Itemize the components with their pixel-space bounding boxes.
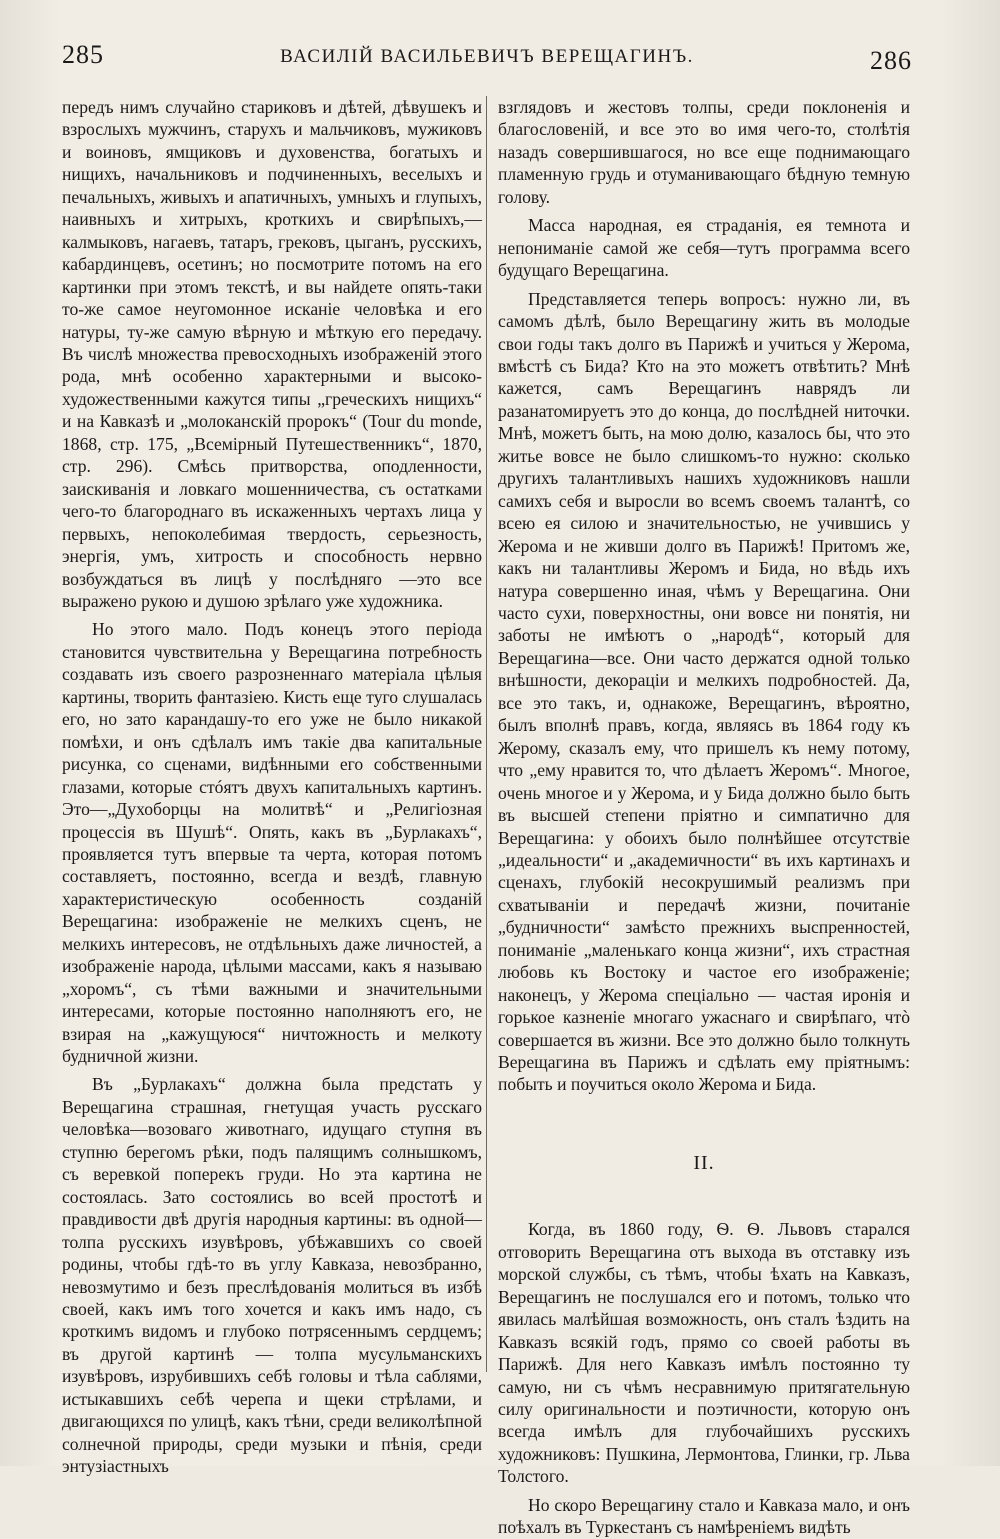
- paragraph: взглядовъ и жестовъ толпы, среди поклоненія и благословеній, и все это во имя чего-то, столѣтія назадъ совершившагося, но все еще поднимающаго пламенную грудь и отуманивающаго бѣдную темную голову.: [498, 97, 910, 207]
- left-page-number: 285: [62, 40, 104, 69]
- paragraph: Когда, въ 1860 году, Ѳ. Ѳ. Львовъ старался отговорить Верещагина отъ выхода въ отставку изъ морской службы, съ тѣмъ, чтобы ѣхать на Кавказъ, Верещагинъ не послушался его и потомъ, только что явилась малѣйшая возможность, онъ сталъ ѣздить на Кавказъ всякій годъ, прямо со своей работы въ Парижѣ. Для него Кавказъ имѣлъ постоянно ту самую, ни съ чѣмъ несравнимую притягательную силу оригинальности и поэтичности, которую онъ всегда имѣлъ для глубочайшихъ русскихъ художниковъ: Пушкина, Лермонтова, Глинки, гр. Льва Толстого.: [498, 1219, 910, 1487]
- column-divider: [486, 96, 487, 1372]
- section-heading: II.: [693, 1151, 715, 1174]
- paragraph: передъ нимъ случайно стариковъ и дѣтей, дѣвушекъ и взрослыхъ мужчинъ, старухъ и мальчиковъ, мужиковъ и воиновъ, ямщиковъ и духовенства, богатыхъ и нищихъ, начальниковъ и подчиненныхъ, веселыхъ и печальныхъ, живыхъ и апатичныхъ, умныхъ и глупыхъ, наивныхъ и хитрыхъ, кроткихъ и свирѣпыхъ,— калмыковъ, нагаевъ, татаръ, грековъ, цыганъ, русскихъ, кабардинцевъ, осетинъ; но посмотрите потомъ на его картинки при этомъ текстѣ, и вы найдете опять-таки то-же самое неугомонное исканіе человѣка и его натуры, ту-же самую вѣрную и мѣткую его передачу. Въ числѣ множества превосходныхъ изображеній этого рода, мнѣ особенно характерными и высоко-художественными кажутся типы „греческихъ нищихъ“ и на Кавказѣ и „молоканскій пророкъ“ (Tour du monde, 1868, стр. 175, „Всемірный Путешественникъ“, 1870, стр. 296). Смѣсь притворства, оподленности, заискиванія и ловкаго мошенничества, съ остатками чего-то благороднаго въ искаженныхъ чертахъ лица у первыхъ, непоколебимая твердость, серьезность, энергія, умъ, хитрость и способность нервно возбуждаться въ лицѣ у послѣдняго —это все выражено рукою и душою зрѣлаго уже художника.: [62, 97, 482, 611]
- paragraph: Масса народная, ея страданія, ея темнота и непониманіе самой же себя—тутъ программа всего будущаго Верещагина.: [498, 215, 910, 281]
- paragraph: Но скоро Верещагину стало и Кавказа мало, и онъ поѣхалъ въ Туркестанъ съ намѣреніемъ видѣть: [498, 1494, 910, 1538]
- page-header: [62, 36, 912, 76]
- running-title: ВАСИЛІЙ ВАСИЛЬЕВИЧЪ ВЕРЕЩАГИНЪ.: [280, 46, 694, 67]
- paragraph: Представляется теперь вопросъ: нужно ли, въ самомъ дѣлѣ, было Верещагину жить въ молодые свои годы такъ долго въ Парижѣ и учиться у Жерома, вмѣстѣ съ Бида? Кто на это можетъ отвѣтить? Мнѣ кажется, самъ Верещагинъ наврядъ ли разанатомируетъ это до конца, до послѣдней ниточки. Мнѣ, можетъ быть, на мою долю, казалось бы, что это житье вовсе не было слишкомъ-то нужно: сколько другихъ талантливыхъ нашихъ художниковъ нашли самихъ себя и выросли во всемъ своемъ талантѣ, со всею ея силою и значительностью, не учившись у Жерома и не живши долго въ Парижѣ! Притомъ же, какъ ни талантливы Жеромъ и Бида, но вѣдь ихъ натура совершенно иная, чѣмъ у Верещагина. Они часто сухи, поверхностны, они вовсе ни понятія, ни заботы не имѣютъ о „народѣ“, который для Верещагина—все. Они часто держатся одной только внѣшности, декораціи и мелкихъ подробностей. Да, все это такъ, и, однакоже, Верещагинъ, вѣроятно, былъ вполнѣ правъ, когда, являясь въ 1864 году къ Жерому, сказалъ ему, что пришелъ къ нему потому, что „ему нравится то, что дѣлаетъ Жеромъ“. Многое, очень многое и у Жерома, и у Бида должно было быть въ высшей степени пріятно и симпатично для Верещагина: у обоихъ было полнѣйшее отсутствіе „идеальности“ и „академичности“ въ ихъ картинахъ и сценахъ, глубокій несокрушимый реализмъ при схватываніи и передачѣ жизни, почитаніе „будничности“ замѣсто прежнихъ выспренностей, пониманіе „маленькаго конца жизни“, ихъ страстная любовь къ Востоку и частое его изображеніе; наконецъ, у Жерома спеціально — частая иронія и горькое казненіе многаго ужаснаго и свирѣпаго, чтò совершается въ жизни. Все это должно было толкнуть Верещагина въ Парижъ и сдѣлать ему пріятнымъ: побыть и поучиться около Жерома и Бида.: [498, 288, 910, 1095]
- paragraph: Но этого мало. Подъ конецъ этого періода становится чувствительна у Верещагина потребность создавать изъ своего разрозненнаго матеріала цѣлыя картины, творить фантазіею. Кисть еще туго слушалась его, но зато карандашу-то его уже не было никакой помѣхи, и онъ сдѣлалъ имъ такіе два капитальные рисунка, со сценами, видѣнными его собственными глазами, которые стóятъ двухъ капитальныхъ картинъ. Это—„Духоборцы на молитвѣ“ и „Религіозная процессія въ Шушѣ“. Опять, какъ въ „Бурлакахъ“, проявляется тутъ впервые та черта, которая потомъ составляетъ, постоянно, всегда и вездѣ, главную характеристическую особенность созданій Верещагина: изображеніе не мелкихъ сценъ, не мелкихъ интересовъ, не отдѣльныхъ даже личностей, а изображеніе народа, цѣлыми массами, какъ я называю „хоромъ“, съ тѣми важными и значительными интересами, которые постоянно наполняютъ его, не взирая на „кажущуюся“ ничтожность и мелкоту будничной жизни.: [62, 619, 482, 1067]
- paragraph: Въ „Бурлакахъ“ должна была предстать у Верещагина страшная, гнетущая участь русскаго человѣка—возоваго животнаго, идущаго ступня въ ступню берегомъ рѣки, подъ палящимъ солнышкомъ, съ веревкой поперекъ груди. Но эта картина не состоялась. Зато состоялись во всей простотѣ и правдивости двѣ другія народныя картины: въ одной—толпа русскихъ изувѣровъ, убѣжавшихъ со своей родины, чтобы гдѣ-то въ углу Кавказа, невозбранно, невозмутимо и безъ преслѣдованія молиться въ избѣ своей, какъ имъ того хочется и какъ имъ надо, съ кроткимъ видомъ и глубоко потрясеннымъ сердцемъ; въ другой картинѣ — толпа мусульманскихъ изувѣровъ, изрубившихъ себѣ головы и тѣла саблями, истыкавшихъ себѣ черепа и щеки стрѣлами, и двигающихся по улицѣ, какъ тѣни, среди великолѣпной солнечной природы, среди музыки и пѣнія, среди энтузіастныхъ: [62, 1074, 482, 1477]
- left-column: [62, 96, 482, 1478]
- right-page-number: 286: [870, 46, 912, 75]
- right-column: [498, 96, 910, 1539]
